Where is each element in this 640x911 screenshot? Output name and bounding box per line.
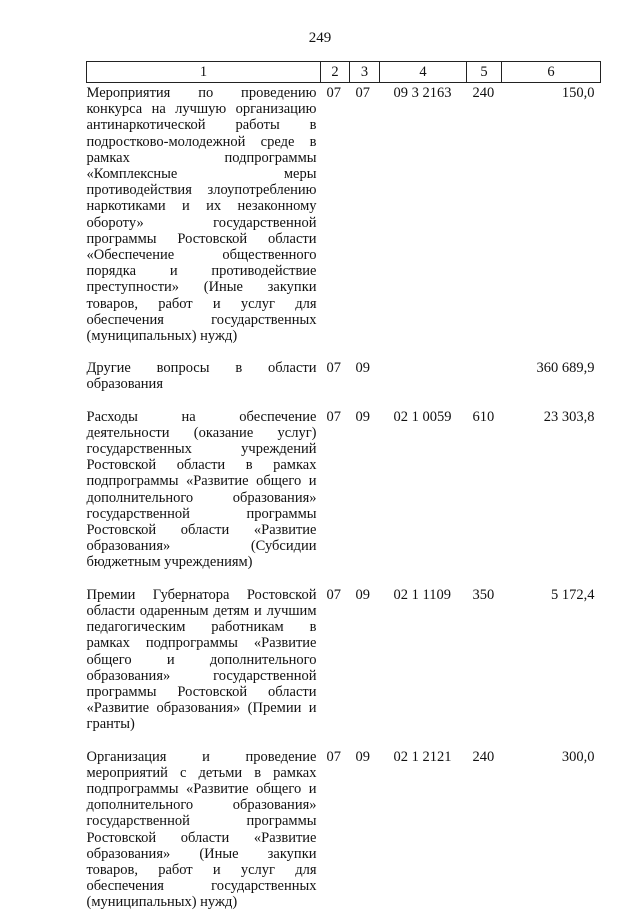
- header-col-2: 2: [321, 62, 350, 83]
- row-amount: 150,0: [561, 85, 595, 101]
- row-name: Расходы на обеспечение деятельности (оказание услуг) государственных учреждений Ростовской области в рамках подпрограммы «Развитие общего и дополнительного образования» государственной программы Ростовской области «Развитие образования» (Субсидии бюджетным учреждениям): [86, 408, 317, 571]
- row-subsection: 07: [355, 85, 370, 101]
- row-amount: 5 172,4: [551, 586, 595, 603]
- header-col-4: 4: [380, 62, 467, 83]
- header-col-3: 3: [350, 62, 380, 83]
- table-body: [87, 83, 601, 911]
- row-target-item: 02 1 1109: [393, 586, 451, 603]
- budget-table: [86, 61, 601, 911]
- row-subsection: 09: [355, 748, 370, 765]
- row-spacer: [87, 733, 601, 745]
- row-name: Организация и проведение мероприятий с детьми в рамках подпрограммы «Развитие общего и дополнительного образования» государственной программы Ростовской области «Развитие образования» (Иные закупки товаров, работ и услуг для обеспечения государственных (муниципальных) нужд): [86, 748, 317, 911]
- row-amount: 300,0: [561, 748, 595, 765]
- row-spacer: [87, 344, 601, 356]
- row-expense-type: 240: [472, 85, 495, 101]
- row-section: 07: [326, 748, 341, 765]
- row-section: 07: [326, 85, 341, 101]
- table-header: [87, 62, 601, 83]
- row-target-item: 09 3 2163: [393, 85, 452, 101]
- row-name: Премии Губернатора Ростовской области одаренным детям и лучшим педагогическим работникам в рамках подпрограммы «Развитие общего и дополнительного образования» государственной программы Ростовской области «Развитие образования» (Премии и гранты): [86, 586, 317, 733]
- row-target-item: 02 1 0059: [393, 408, 452, 425]
- row-expense-type: 350: [472, 586, 495, 603]
- row-spacer: [87, 571, 601, 583]
- row-target-item: 02 1 2121: [393, 748, 452, 765]
- row-section: 07: [326, 408, 341, 425]
- row-amount: 23 303,8: [543, 408, 595, 425]
- row-name: Мероприятия по проведению конкурса на лучшую организацию антинаркотической работы в подростково-молодежной среде в рамках подпрограммы «Комплексные меры противодействия злоупотреблению наркотиками и их незаконному обороту» государственной программы Ростовской области «Обеспечение общественного порядка и противодействие преступности» (Иные закупки товаров, работ и услуг для обеспечения государственных (муниципальных) нужд): [86, 85, 317, 345]
- row-section: 07: [326, 360, 341, 377]
- table-row: [87, 745, 601, 911]
- row-subsection: 09: [355, 408, 370, 425]
- header-col-6: 6: [502, 62, 601, 83]
- header-col-5: 5: [467, 62, 502, 83]
- table-row: [87, 583, 601, 733]
- page-number: 249: [308, 30, 332, 46]
- header-col-1: 1: [87, 62, 321, 83]
- row-name: Другие вопросы в области образования: [86, 360, 317, 393]
- row-expense-type: 240: [472, 748, 495, 765]
- header-row: [87, 62, 601, 83]
- row-subsection: 09: [355, 360, 370, 377]
- table-row: [87, 83, 601, 345]
- row-expense-type: [467, 356, 502, 392]
- row-amount: 360 689,9: [536, 360, 595, 377]
- row-expense-type: 610: [472, 408, 495, 425]
- row-subsection: 09: [355, 586, 370, 603]
- row-section: 07: [326, 586, 341, 603]
- table-row: [87, 356, 601, 392]
- row-spacer: [87, 393, 601, 405]
- row-target-item: [380, 356, 467, 392]
- table-row: [87, 405, 601, 571]
